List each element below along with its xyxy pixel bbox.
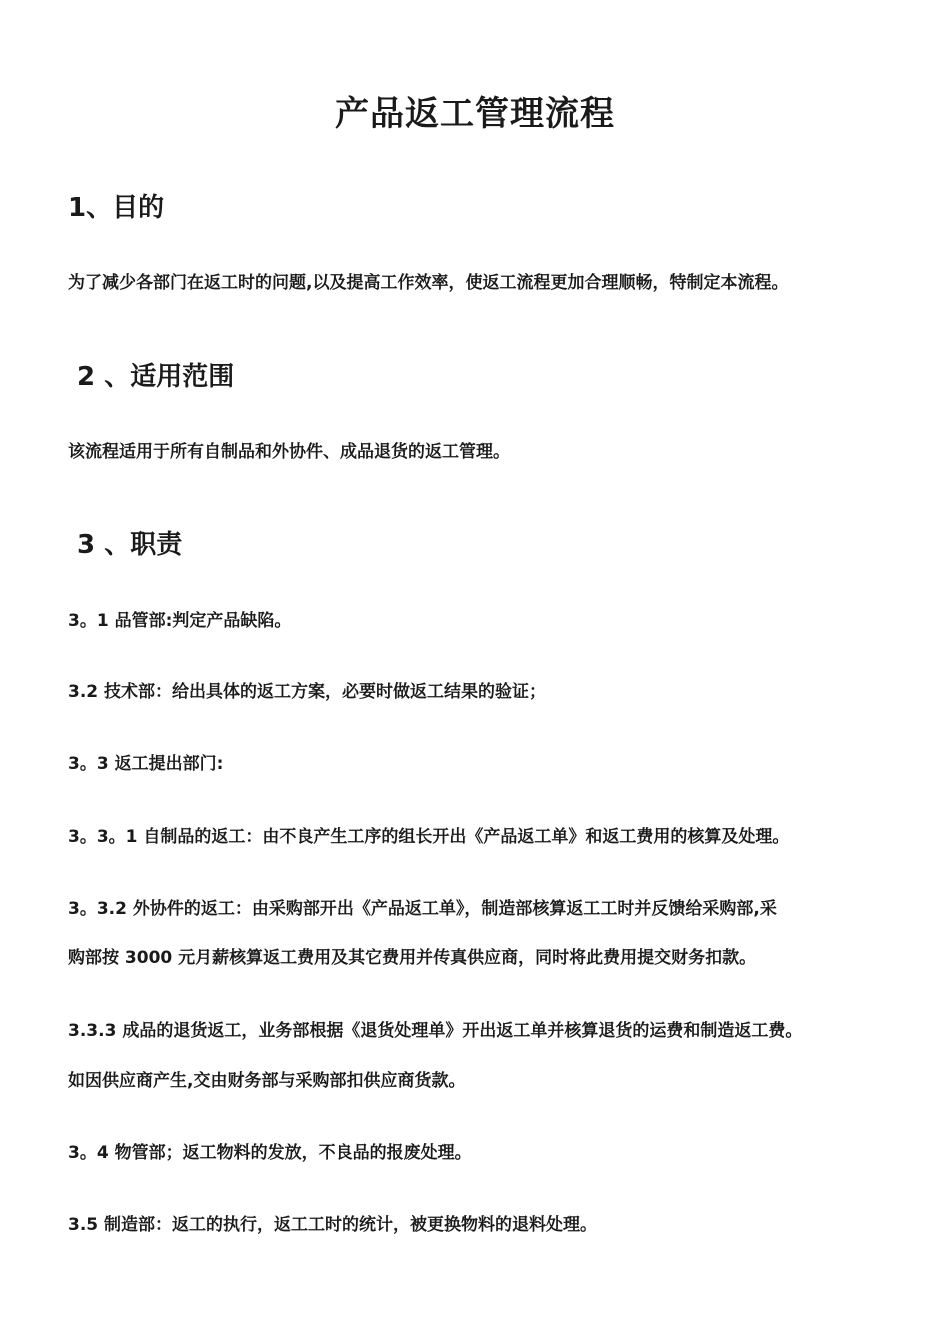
section-heading-scope: 2 、适用范围 xyxy=(68,362,235,392)
responsibility-item-3-1: 3。1 品管部:判定产品缺陷。 xyxy=(68,611,292,631)
responsibility-item-3-3-2-line2: 购部按 3000 元月薪核算返工费用及其它费用并传真供应商，同时将此费用提交财务扣款。 xyxy=(68,948,757,968)
purpose-paragraph: 为了减少各部门在返工时的问题,以及提高工作效率，使返工流程更加合理顺畅，特制定本流程。 xyxy=(68,273,789,293)
scope-paragraph: 该流程适用于所有自制品和外协件、成品退货的返工管理。 xyxy=(68,442,510,462)
responsibility-item-3-3-1: 3。3。1 自制品的返工：由不良产生工序的组长开出《产品返工单》和返工费用的核算及处理。 xyxy=(68,827,790,847)
section-heading-responsibilities: 3 、职责 xyxy=(68,530,183,560)
document-title: 产品返工管理流程 xyxy=(335,94,615,134)
section-heading-purpose: 1、目的 xyxy=(68,193,165,223)
responsibility-item-3-3: 3。3 返工提出部门: xyxy=(68,754,224,774)
responsibility-item-3-4: 3。4 物管部；返工物料的发放，不良品的报废处理。 xyxy=(68,1143,472,1163)
responsibility-item-3-2: 3.2 技术部：给出具体的返工方案，必要时做返工结果的验证； xyxy=(68,682,547,702)
responsibility-item-3-3-3-line1: 3.3.3 成品的退货返工，业务部根据《退货处理单》开出返工单并核算退货的运费和制造返工费。 xyxy=(68,1021,803,1041)
responsibility-item-3-3-3-line2: 如因供应商产生,交由财务部与采购部扣供应商货款。 xyxy=(68,1071,466,1091)
responsibility-item-3-3-2-line1: 3。3.2 外协件的返工：由采购部开出《产品返工单》，制造部核算返工工时并反馈给采购部,采 xyxy=(68,899,777,919)
responsibility-item-3-5: 3.5 制造部：返工的执行，返工工时的统计，被更换物料的退料处理。 xyxy=(68,1215,598,1235)
